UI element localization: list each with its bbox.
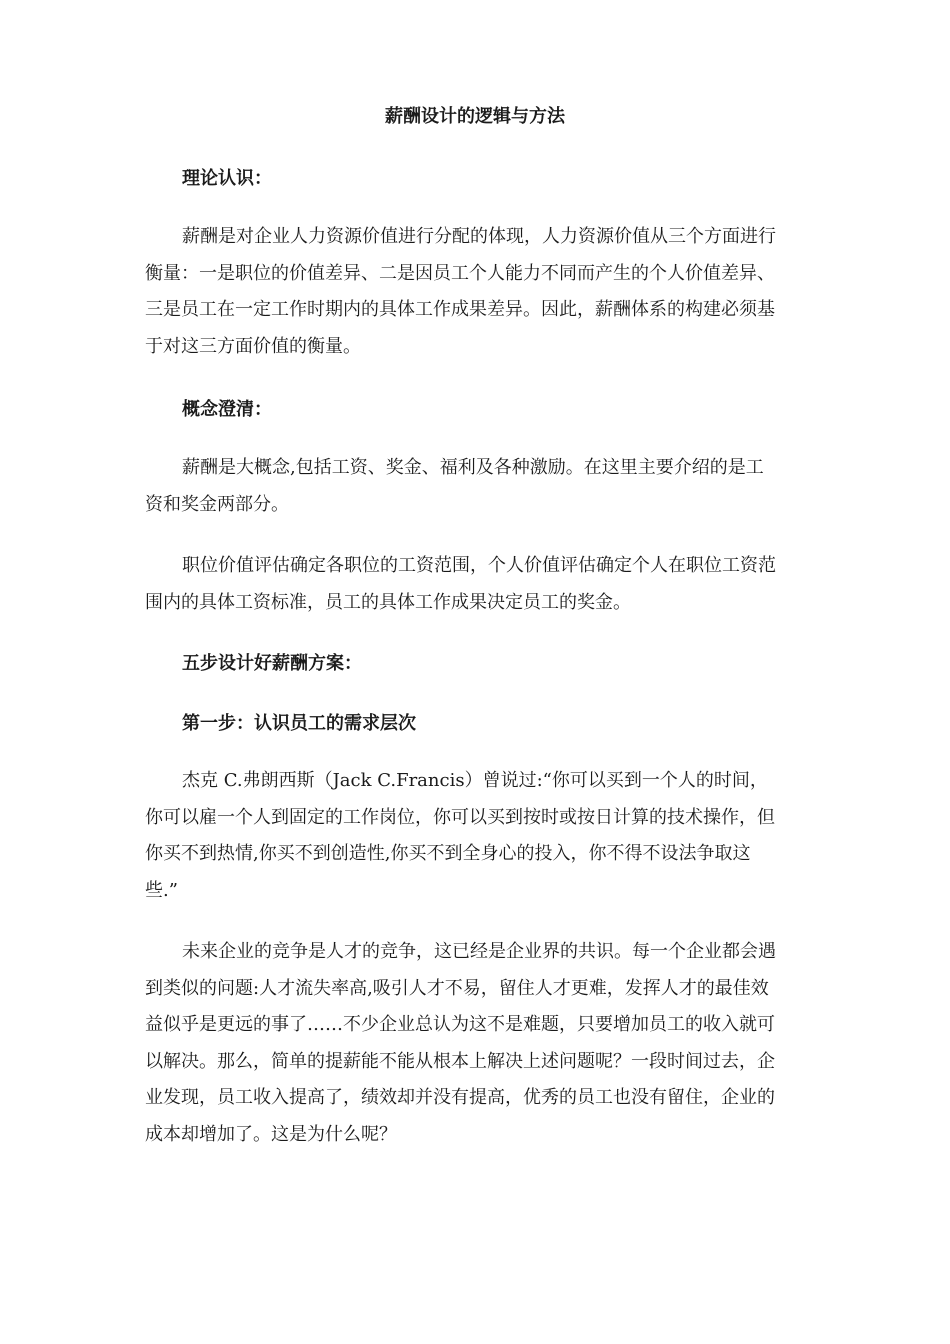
paragraph-line: 薪酬是大概念,包括工资、奖金、福利及各种激励。在这里主要介绍的是工 [182,457,764,478]
section-heading-step-one: 第一步：认识员工的需求层次 [182,713,416,734]
paragraph-line: 于对这三方面价值的衡量。 [145,335,361,357]
paragraph-concept-1 [145,450,825,523]
paragraph-line: 三是员工在一定工作时期内的具体工作成果差异。因此，薪酬体系的构建必须基 [145,299,775,320]
paragraph-line: 业发现，员工收入提高了，绩效却并没有提高，优秀的员工也没有留住，企业的 [145,1087,775,1108]
section-heading-concept: 概念澄清： [182,399,272,420]
paragraph-line: 薪酬是对企业人力资源价值进行分配的体现，人力资源价值从三个方面进行 [182,226,776,247]
paragraph-quote [145,763,825,909]
paragraph-theory [145,219,825,365]
paragraph-line: 益似乎是更远的事了……不少企业总认为这不是难题，只要增加员工的收入就可 [145,1014,775,1035]
document-title: 薪酬设计的逻辑与方法 [385,106,565,127]
paragraph-line: 未来企业的竞争是人才的竞争，这已经是企业界的共识。每一个企业都会遇 [182,941,776,962]
paragraph-line: 到类似的问题:人才流失率高,吸引人才不易，留住人才更难，发挥人才的最佳效 [145,977,769,999]
section-heading-theory: 理论认识： [182,168,272,189]
paragraph-line: 些.” [145,879,178,901]
section-heading-five-steps: 五步设计好薪酬方案： [182,653,362,674]
paragraph-line: 杰克 C.弗朗西斯（Jack C.Francis）曾说过:“你可以买到一个人的时间， [182,770,768,791]
paragraph-line: 你买不到热情,你买不到创造性,你买不到全身心的投入，你不得不设法争取这 [145,843,751,864]
paragraph-line: 资和奖金两部分。 [145,493,289,515]
paragraph-line: 职位价值评估确定各职位的工资范围，个人价值评估确定个人在职位工资范 [182,555,776,576]
paragraph-line: 你可以雇一个人到固定的工作岗位，你可以买到按时或按日计算的技术操作，但 [145,806,775,828]
paragraph-line: 成本却增加了。这是为什么呢？ [145,1123,397,1145]
paragraph-competition [145,934,825,1153]
paragraph-line: 衡量：一是职位的价值差异、二是因员工个人能力不同而产生的个人价值差异、 [145,262,775,284]
paragraph-concept-2 [145,548,825,621]
paragraph-line: 围内的具体工资标准，员工的具体工作成果决定员工的奖金。 [145,591,631,613]
paragraph-line: 以解决。那么，简单的提薪能不能从根本上解决上述问题呢？一段时间过去，企 [145,1050,775,1072]
